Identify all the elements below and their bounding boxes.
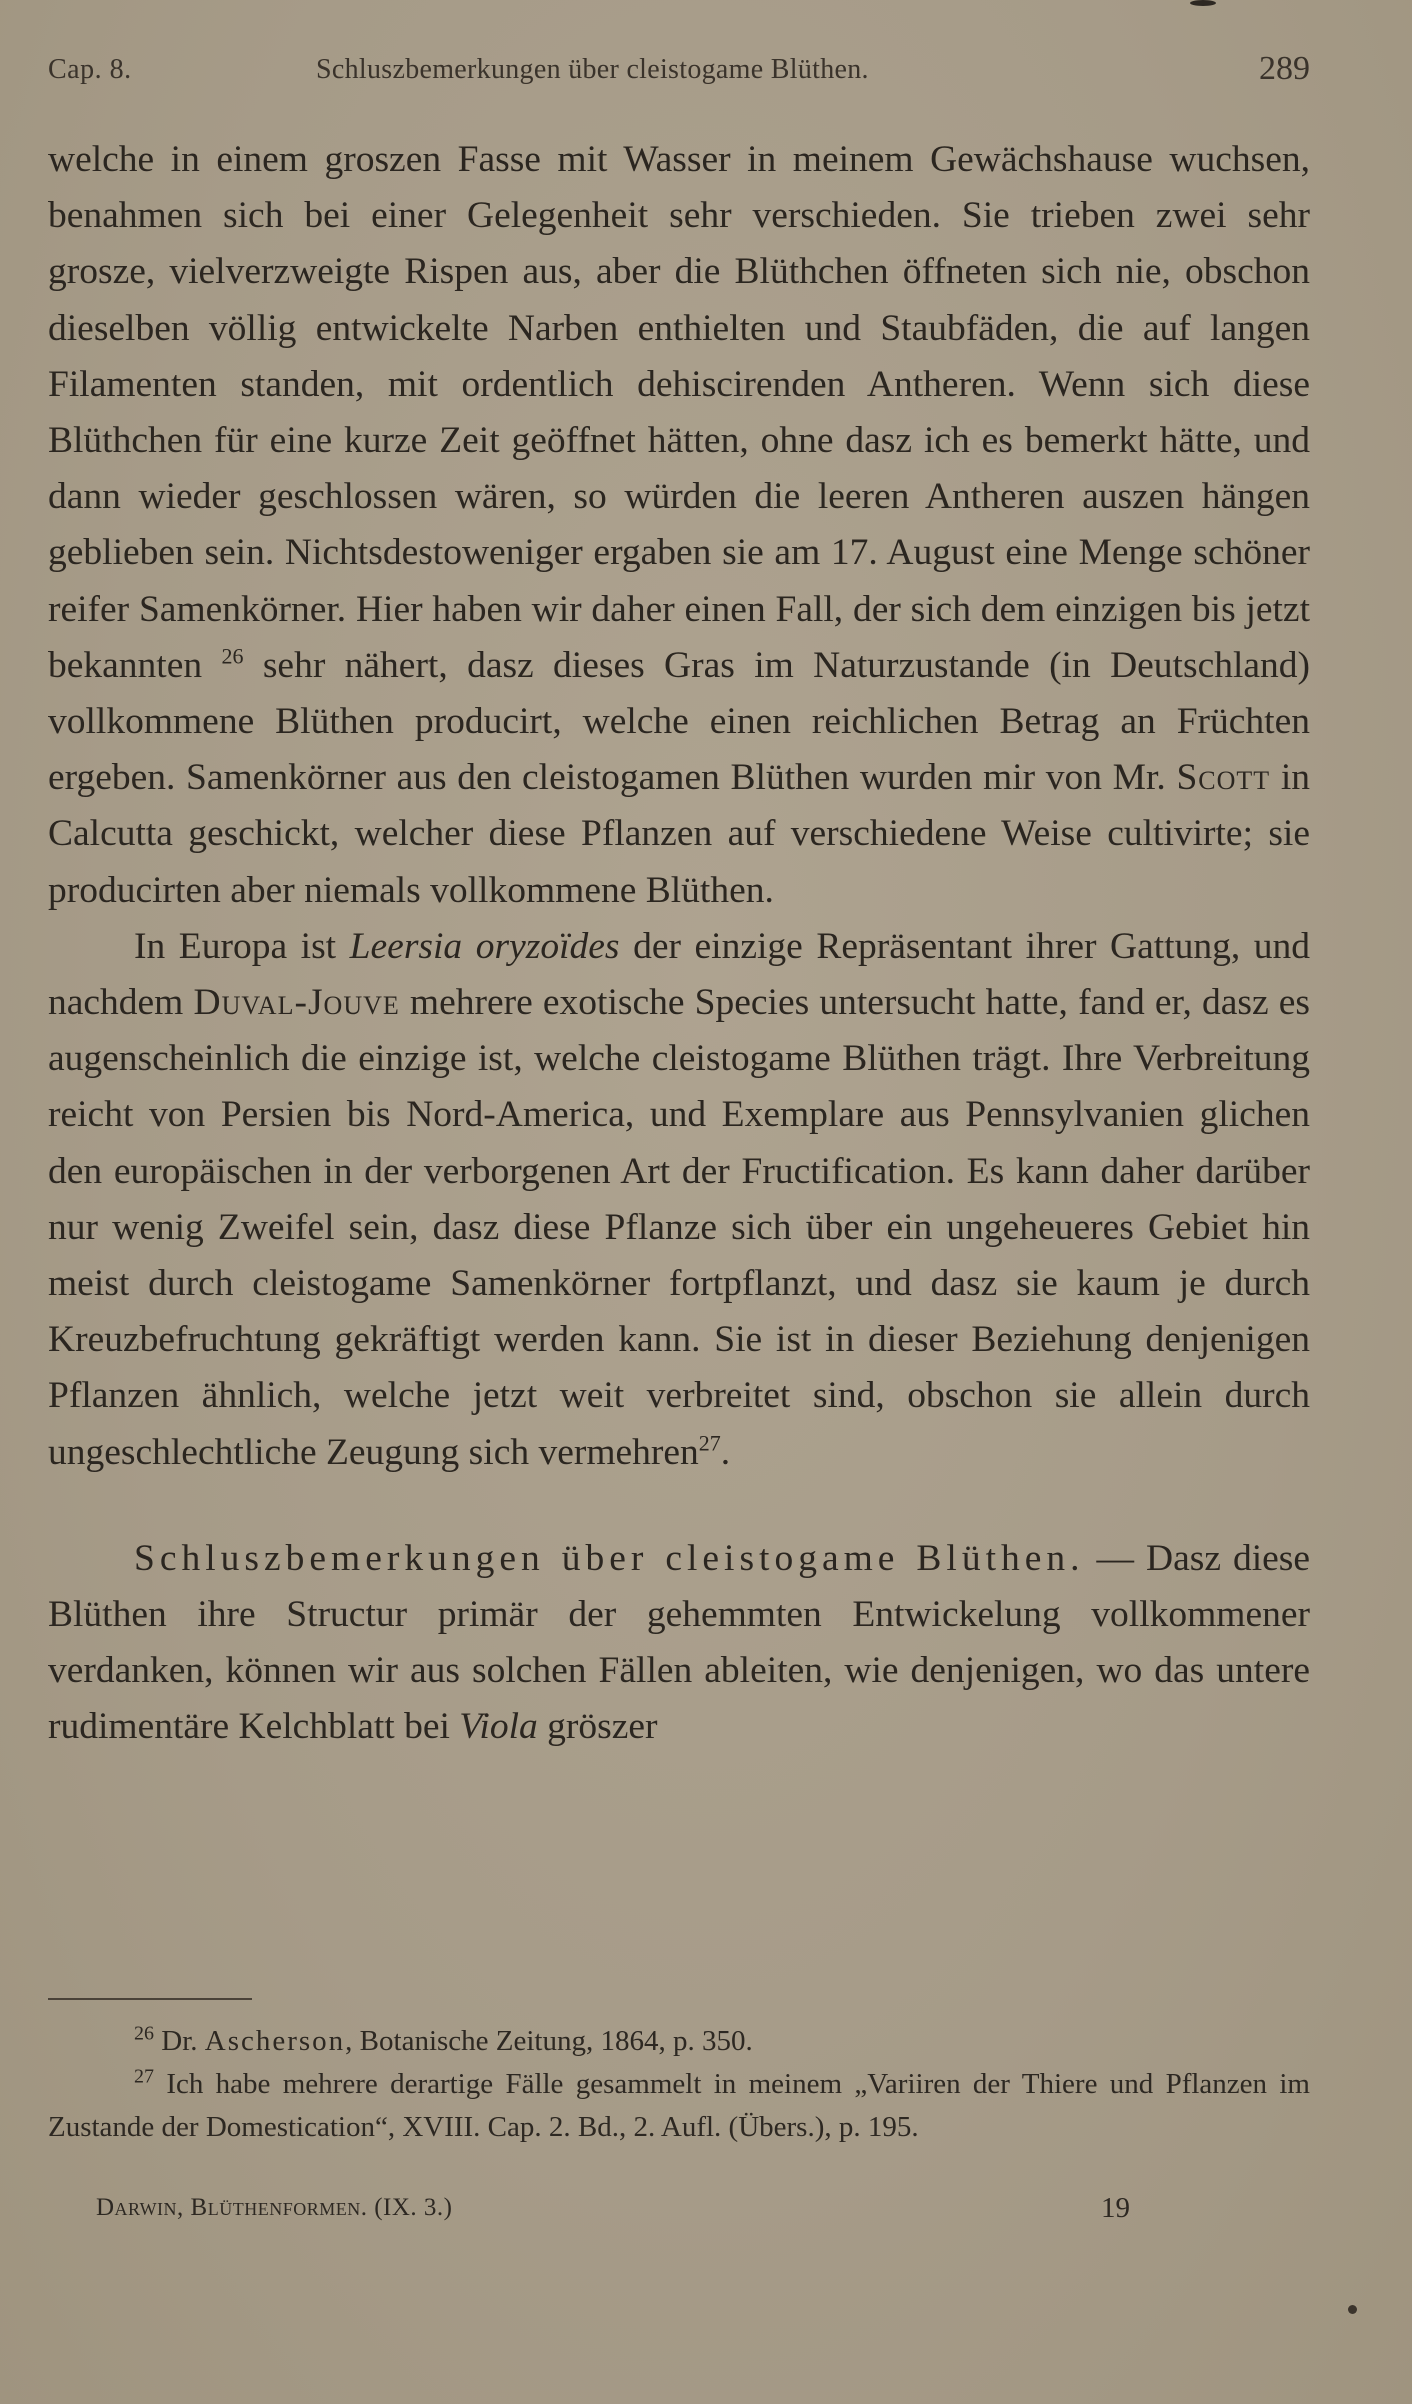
footnote-number: 26 (134, 2022, 154, 2045)
paragraph-1 (48, 132, 1310, 919)
footnote-number: 27 (134, 2065, 154, 2088)
paragraph-1-text-c: in Calcutta geschickt, welcher diese Pflanzen auf verschiedene Weise cultivirte; sie producirten aber niemals vollkommene Blüthen. (48, 757, 1311, 911)
footnote-ref-27: 27 (698, 1430, 721, 1456)
section-heading: Schluszbemerkungen über cleistogame Blüthen. (134, 1537, 1085, 1579)
paragraph-1-text-a: welche in einem groszen Fasse mit Wasser in meinem Gewächshause wuchsen, benahmen sich bei einer Gelegenheit sehr verschieden. Sie trieben zwei sehr grosze, vielverzweigte Rispen aus, aber die Blüthchen öffneten sich nie, obschon dieselben völlig entwickelte Narben enthielten und Staubfäden, die auf langen Filamenten standen, mit ordentlich dehiscirenden Antheren. Wenn sich diese Blüthchen für eine kurze Zeit geöffnet hätten, ohne dasz ich es bemerkt hätte, und dann wieder geschlossen wären, so würden die leeren Antheren auszen hängen geblieben sein. Nichtsdestoweniger ergaben sie am 17. August eine Menge schöner reifer Samenkörner. Hier haben wir daher einen Fall, der sich dem einzigen bis jetzt bekannten (48, 139, 1310, 686)
footnotes (48, 2020, 1310, 2149)
species-name: Leersia oryzoïdes (349, 925, 620, 967)
paragraph-2-text-a: In Europa ist (134, 925, 337, 967)
section-gap (48, 1481, 1310, 1531)
paragraph-3-text-b: gröszer (547, 1706, 658, 1748)
running-header (48, 50, 1310, 94)
genus-name: Viola (459, 1706, 538, 1748)
person-name-duval-jouve: Duval-Jouve (193, 982, 400, 1024)
print-speck (1190, 0, 1216, 6)
main-text (48, 132, 1310, 1756)
paragraph-1-text-b: sehr nähert, dasz dieses Gras im Naturzustande (in Deutschland) vollkommene Blüthen producirt, welche einen reichlichen Betrag an Früchten ergeben. Samenkörner aus den cleistogamen Blüthen wurden mir von Mr. (48, 644, 1311, 799)
footnote-text: Dr. (161, 2025, 198, 2057)
signature-title: Darwin, Blüthenformen. (IX. 3.) (96, 2194, 453, 2221)
footnote-26 (48, 2020, 1310, 2063)
paragraph-2-text-c: mehrere exotische Species untersucht hatte, fand er, dasz es augenscheinlich die einzige ist, welche cleistogame Blüthen trägt. Ihre Verbreitung reicht von Persien bis Nord-America, und Exemplare aus Pennsylvanien glichen den europäischen in der verborgenen Art der Fructification. Es kann daher darüber nur wenig Zweifel sein, dasz diese Pflanze sich über ein ungeheueres Gebiet hin meist durch cleistogame Samenkörner fortpflanzt, und dasz sie kaum je durch Kreuzbefruchtung gekräftigt werden kann. Sie ist in dieser Beziehung denjenigen Pflanzen ähnlich, welche jetzt weit verbreitet sind, obschon sie allein durch ungeschlechtliche Zeugung sich vermehren (48, 982, 1311, 1473)
footnote-author: Ascherson (204, 2025, 346, 2057)
paragraph-3 (48, 1531, 1310, 1756)
footnote-divider (48, 1998, 252, 2000)
chapter-label: Cap. 8. (48, 54, 132, 85)
person-name-scott: Scott (1176, 757, 1271, 799)
paragraph-2-text-b: der einzige Repräsentant ihrer Gattung, und nachdem (48, 925, 1311, 1024)
footnote-27 (48, 2063, 1310, 2149)
signature-mark: 19 (1101, 2192, 1130, 2224)
paragraph-2-text-d: . (720, 1431, 731, 1473)
footnote-ref-26: 26 (221, 643, 244, 669)
footnote-text: , Botanische Zeitung, 1864, p. 350. (345, 2025, 753, 2057)
signature-line (48, 2194, 1310, 2234)
paragraph-3-text-a: — Dasz diese Blüthen ihre Structur primär der gehemmten Entwickelung vollkommener verdanken, können wir aus solchen Fällen ableiten, wie denjenigen, wo das untere rudimentäre Kelchblatt bei (48, 1537, 1311, 1748)
running-title: Schluszbemerkungen über cleistogame Blüthen. (316, 54, 869, 85)
footnote-text: Ich habe mehrere derartige Fälle gesammelt in meinem „Variiren der Thiere und Pflanzen im Zustande der Domestication“, XVIII. Cap. 2. Bd., 2. Aufl. (Übers.), p. 195. (48, 2068, 1310, 2143)
print-speck (1348, 2305, 1357, 2314)
paragraph-2 (48, 919, 1310, 1481)
page-number: 289 (1259, 50, 1310, 87)
